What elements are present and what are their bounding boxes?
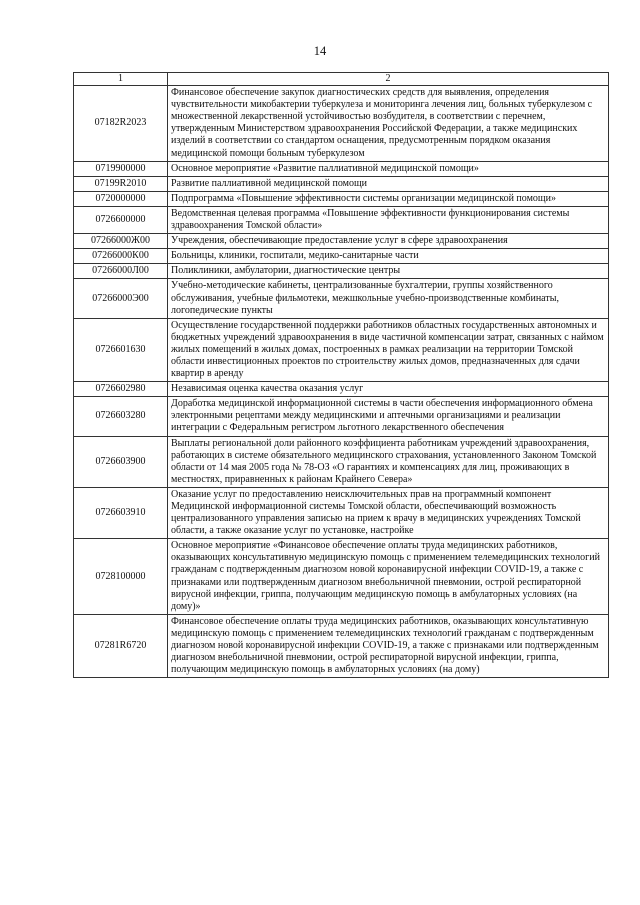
table-header-row [74, 73, 609, 86]
row-description: Финансовое обеспечение оплаты труда медицинских работников, оказывающих консультативную медицинскую помощь с применением телемедицинских технологий гражданам с подтвержденным диагнозом новой коронавирусной инфекции COVID-19, а также с признаками или подтвержденным диагнозом внебольничной пневмонии, острой респираторной вирусной инфекции, гриппа, получающим медицинскую помощь в амбулаторных условиях (на дому) [168, 614, 609, 677]
table-row [74, 279, 609, 318]
column-header-code: 1 [74, 73, 168, 86]
table-row [74, 161, 609, 176]
row-code: 07266000К00 [74, 249, 168, 264]
row-code: 0720000000 [74, 191, 168, 206]
table-row [74, 614, 609, 677]
row-code: 07199R2010 [74, 176, 168, 191]
table-row [74, 234, 609, 249]
table-row [74, 436, 609, 487]
row-description: Учебно-методические кабинеты, централизованные бухгалтерии, группы хозяйственного обслуживания, учебные фильмотеки, межшкольные учебно-производственные комбинаты, логопедические пункты [168, 279, 609, 318]
row-code: 07281R6720 [74, 614, 168, 677]
row-code: 07266000Э00 [74, 279, 168, 318]
row-code: 0726603910 [74, 487, 168, 538]
table-row [74, 86, 609, 162]
row-code: 07266000Ж00 [74, 234, 168, 249]
row-code: 07266000Л00 [74, 264, 168, 279]
table-row [74, 191, 609, 206]
row-code: 0719900000 [74, 161, 168, 176]
table-row [74, 176, 609, 191]
row-description: Оказание услуг по предоставлению неисключительных прав на программный компонент Медицинской информационной системы Томской области, обеспечивающий возможность централизованного управления записью на прием к врачу в медицинских учреждениях Томской области, а также оказание услуг по установке, настройке [168, 487, 609, 538]
table-row [74, 487, 609, 538]
row-description: Независимая оценка качества оказания услуг [168, 382, 609, 397]
page-number: 14 [313, 44, 327, 58]
row-description: Больницы, клиники, госпитали, медико-санитарные части [168, 249, 609, 264]
row-description: Финансовое обеспечение закупок диагностических средств для выявления, определения чувствительности микобактерии туберкулеза и мониторинга лечения лиц, больных туберкулезом с множественной лекарственной устойчивостью возбудителя, в соответствии с перечнем, утвержденным Министерством здравоохранения Российской Федерации, а также медицинских изделий в соответствии со стандартом оснащения, предусмотренным порядком оказания медицинской помощи больным туберкулезом [168, 86, 609, 162]
row-description: Осуществление государственной поддержки работников областных государственных автономных и бюджетных учреждений здравоохранения в виде частичной компенсации затрат, связанных с наймом жилых помещений в жилых домах, построенных в рамках реализации на территории Томской области инвестиционных проектов по строительству жилых домов, предназначенных для сдачи квартир в аренду [168, 318, 609, 381]
row-code: 0726602980 [74, 382, 168, 397]
row-description: Доработка медицинской информационной системы в части обеспечения информационного обмена электронными рецептами между медицинскими и аптечными организациями и реализации интеграции с Федеральным регистром льготного лекарственного обеспечения [168, 397, 609, 436]
row-code: 0728100000 [74, 539, 168, 615]
row-description: Поликлиники, амбулатории, диагностические центры [168, 264, 609, 279]
table-row [74, 382, 609, 397]
table-row [74, 206, 609, 233]
row-code: 0726600000 [74, 206, 168, 233]
row-description: Выплаты региональной доли районного коэффициента работникам учреждений здравоохранения, работающих в системе обязательного медицинского страхования, установленного Законом Томской области от 14 мая 2005 года № 78-ОЗ «О гарантиях и компенсациях для лиц, проживающих в местностях, приравненных к районам Крайнего Севера» [168, 436, 609, 487]
row-description: Основное мероприятие «Развитие паллиативной медицинской помощи» [168, 161, 609, 176]
table-row [74, 539, 609, 615]
budget-code-table [73, 72, 609, 678]
table-row [74, 249, 609, 264]
row-description: Подпрограмма «Повышение эффективности системы организации медицинской помощи» [168, 191, 609, 206]
column-header-description: 2 [168, 73, 609, 86]
row-description: Ведомственная целевая программа «Повышение эффективности функционирования системы здравоохранения Томской области» [168, 206, 609, 233]
row-description: Основное мероприятие «Финансовое обеспечение оплаты труда медицинских работников, оказывающих консультативную медицинскую помощь с применением телемедицинских технологий гражданам с подтвержденным диагнозом новой коронавирусной инфекции COVID-19, а также с признаками или подтвержденным диагнозом внебольничной пневмонии, острой респираторной вирусной инфекции, гриппа, получающим медицинскую помощь в амбулаторных условиях (на дому)» [168, 539, 609, 615]
table-row [74, 318, 609, 381]
table-row [74, 397, 609, 436]
row-code: 0726603280 [74, 397, 168, 436]
row-description: Развитие паллиативной медицинской помощи [168, 176, 609, 191]
row-code: 07182R2023 [74, 86, 168, 162]
row-code: 0726601630 [74, 318, 168, 381]
table-row [74, 264, 609, 279]
row-description: Учреждения, обеспечивающие предоставление услуг в сфере здравоохранения [168, 234, 609, 249]
row-code: 0726603900 [74, 436, 168, 487]
